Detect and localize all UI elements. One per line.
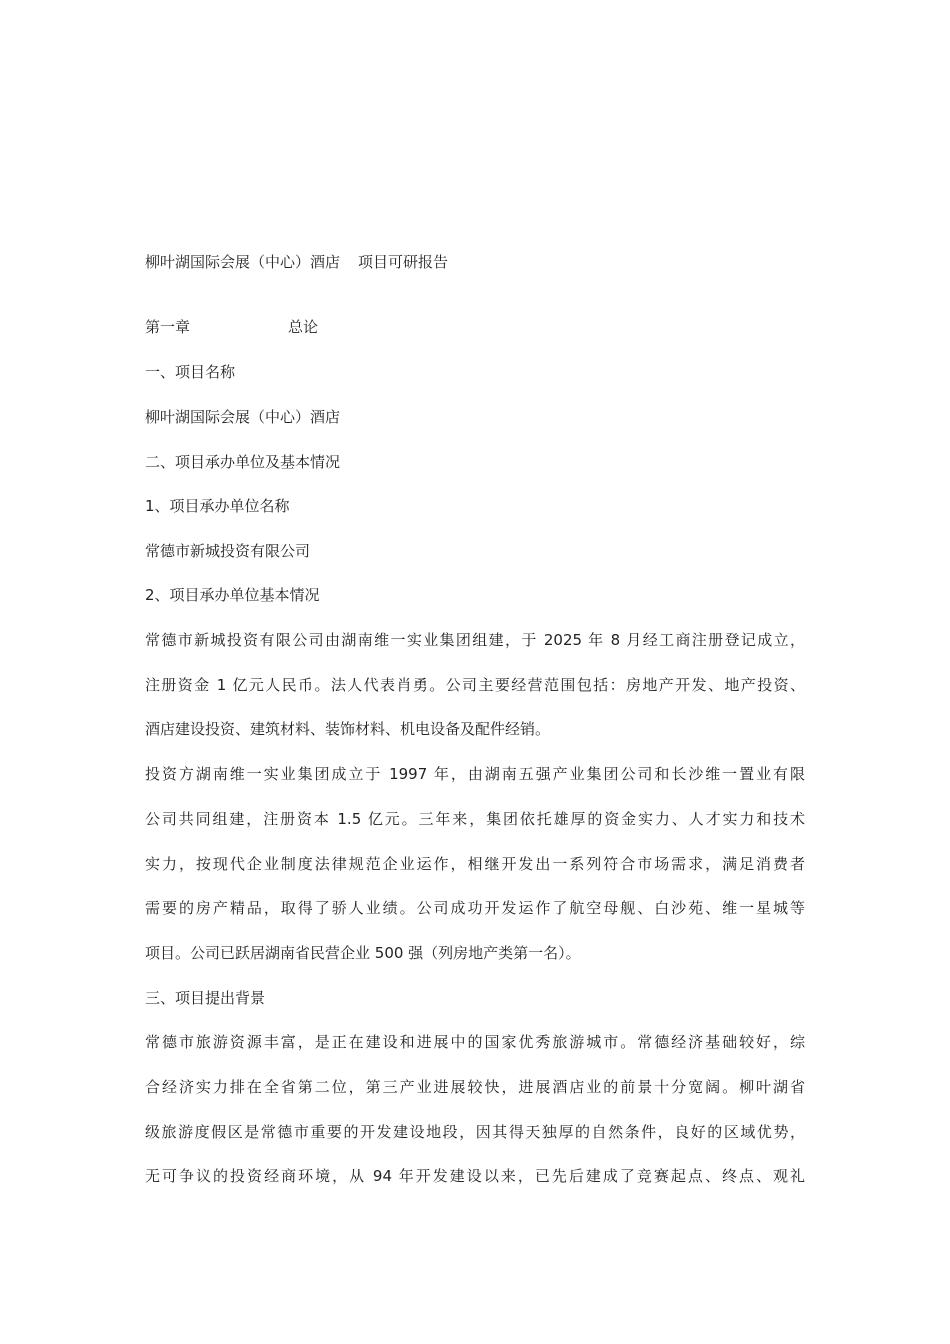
paragraph-line: 无可争议的投资经商环境，从 94 年开发建设以来，已先后建成了竞赛起点、终点、观礼 <box>145 1167 805 1185</box>
paragraph-line: 注册资金 1 亿元人民币。法人代表肖勇。公司主要经营范围包括：房地产开发、地产投资、 <box>145 676 805 694</box>
paragraph-line: 常德市新城投资有限公司由湖南维一实业集团组建，于 2025 年 8 月经工商注册登记成立， <box>145 631 805 649</box>
paragraph-line: 合经济实力排在全省第二位，第三产业进展较快，进展酒店业的前景十分宽阔。柳叶湖省 <box>145 1078 805 1096</box>
paragraph-line: 需要的房产精品，取得了骄人业绩。公司成功开发运作了航空母舰、白沙苑、维一星城等 <box>145 899 805 917</box>
chapter-title: 总论 <box>288 318 319 336</box>
subheading-sponsor-info: 2、项目承办单位基本情况 <box>145 586 320 604</box>
paragraph-line: 项目。公司已跃居湖南省民营企业 500 强（列房地产类第一名）。 <box>145 944 581 962</box>
paragraph-line: 级旅游度假区是常德市重要的开发建设地段，因其得天独厚的自然条件，良好的区域优势， <box>145 1123 805 1141</box>
section-heading-sponsor: 二、项目承办单位及基本情况 <box>145 453 341 471</box>
document-title-main: 柳叶湖国际会展（中心）酒店 <box>145 253 341 271</box>
paragraph-line: 常德市旅游资源丰富，是正在建设和进展中的国家优秀旅游城市。常德经济基础较好，综 <box>145 1033 805 1051</box>
document-title-sub: 项目可研报告 <box>358 253 449 271</box>
paragraph-line: 酒店建设投资、建筑材料、装饰材料、机电设备及配件经销。 <box>145 720 551 738</box>
paragraph-line: 公司共同组建，注册资本 1.5 亿元。三年来，集团依托雄厚的资金实力、人才实力和技术 <box>145 810 805 828</box>
document-title <box>145 252 448 272</box>
section-heading-project-name: 一、项目名称 <box>145 363 236 381</box>
section-heading-background: 三、项目提出背景 <box>145 989 266 1007</box>
chapter-heading <box>145 317 318 337</box>
project-name-text: 柳叶湖国际会展（中心）酒店 <box>145 408 341 426</box>
subheading-sponsor-name: 1、项目承办单位名称 <box>145 497 290 515</box>
sponsor-name-text: 常德市新城投资有限公司 <box>145 542 311 560</box>
paragraph-line: 实力，按现代企业制度法律规范企业运作，相继开发出一系列符合市场需求，满足消费者 <box>145 855 805 873</box>
chapter-label: 第一章 <box>145 318 191 336</box>
paragraph-line: 投资方湖南维一实业集团成立于 1997 年，由湖南五强产业集团公司和长沙维一置业有限 <box>145 765 805 783</box>
